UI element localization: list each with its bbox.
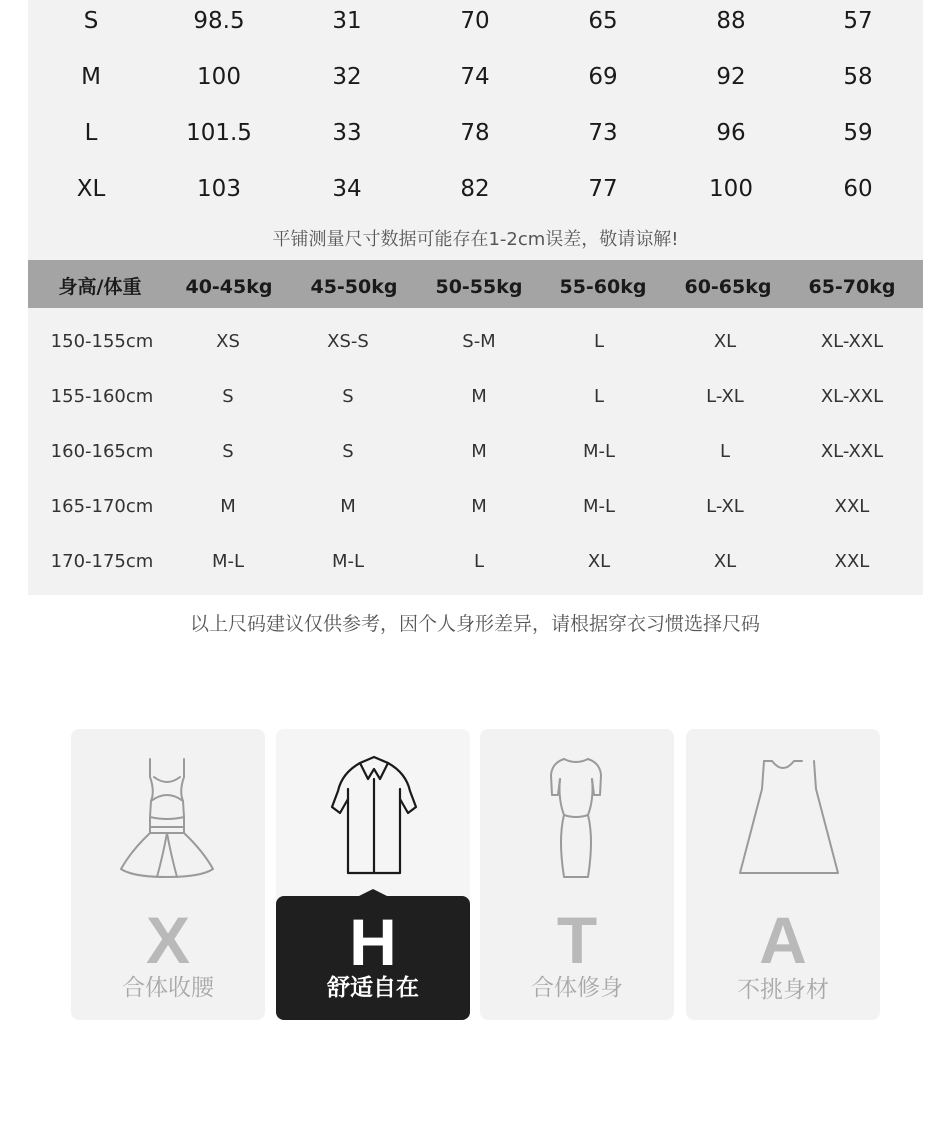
table-cell: S: [342, 386, 354, 407]
table-cell: 78: [460, 120, 490, 146]
table-cell: L: [593, 331, 605, 352]
fit-letter: H: [349, 905, 397, 979]
fit-card-h[interactable]: [276, 729, 470, 1020]
table-cell: 98.5: [193, 8, 245, 34]
fitted-dress-icon: [71, 729, 265, 899]
fit-letter: T: [556, 903, 598, 977]
fit-card-x[interactable]: [71, 729, 265, 1020]
table-cell: XS-S: [327, 331, 369, 352]
table-cell: S-M: [462, 331, 496, 352]
table-row: [28, 324, 923, 360]
table-cell: 33: [332, 120, 362, 146]
table-cell: L-XL: [706, 496, 744, 517]
table-cell: L: [84, 120, 98, 146]
table-cell: 57: [843, 8, 873, 34]
table-cell: XL: [713, 551, 737, 572]
table-cell: 92: [716, 64, 746, 90]
size-measurement-table: [28, 0, 923, 260]
header-cell: 40-45kg: [185, 276, 273, 298]
table-cell: 103: [197, 176, 241, 202]
fit-letter: A: [759, 903, 807, 977]
table-cell: 59: [843, 120, 873, 146]
table-cell: M-L: [211, 551, 245, 572]
table-cell: M: [81, 64, 101, 90]
table-cell: XL: [76, 176, 106, 202]
table-cell: 70: [460, 8, 490, 34]
table-cell: 82: [460, 176, 490, 202]
table-cell: 58: [843, 64, 873, 90]
table-cell: M: [471, 386, 487, 407]
header-cell: 45-50kg: [310, 276, 398, 298]
table-cell: 65: [588, 8, 618, 34]
table-cell: XL-XXL: [820, 331, 884, 352]
table-cell: M: [471, 496, 487, 517]
table-cell: 74: [460, 64, 490, 90]
table-row: [28, 434, 923, 470]
header-cell: 身高/体重: [58, 276, 142, 298]
table-cell: 34: [332, 176, 362, 202]
header-cell: 55-60kg: [559, 276, 647, 298]
fit-type-selector: [0, 729, 950, 1020]
table-cell: 101.5: [186, 120, 252, 146]
table-row: [28, 1, 923, 41]
fit-card-a[interactable]: [686, 729, 880, 1020]
table-cell: 88: [716, 8, 746, 34]
table-cell: M-L: [331, 551, 365, 572]
table-cell: 155-160cm: [50, 386, 154, 407]
size-footnote: 以上尺码建议仅供参考，因个人身形差异，请根据穿衣习惯选择尺码: [189, 613, 760, 635]
header-cell: 50-55kg: [435, 276, 523, 298]
sheath-dress-icon: [480, 729, 674, 899]
header-cell: 65-70kg: [808, 276, 896, 298]
table-cell: L-XL: [706, 386, 744, 407]
table-cell: XXL: [834, 551, 870, 572]
table-cell: 73: [588, 120, 618, 146]
table-cell: L: [593, 386, 605, 407]
table-cell: 32: [332, 64, 362, 90]
table-cell: XXL: [834, 496, 870, 517]
table-cell: 96: [716, 120, 746, 146]
table-row: [28, 489, 923, 525]
table-cell: 165-170cm: [50, 496, 154, 517]
table-cell: 150-155cm: [50, 331, 154, 352]
recommend-table-body: [28, 308, 923, 595]
table-cell: S: [222, 386, 234, 407]
table-cell: M: [471, 441, 487, 462]
a-line-dress-icon: [686, 729, 880, 899]
measurement-note: 平铺测量尺寸数据可能存在1-2cm误差，敬请谅解!: [272, 229, 679, 250]
fit-label: 不挑身材: [737, 977, 829, 1003]
table-cell: 60: [843, 176, 873, 202]
table-cell: XL: [713, 331, 737, 352]
table-cell: 69: [588, 64, 618, 90]
table-cell: M: [340, 496, 356, 517]
table-cell: 100: [709, 176, 753, 202]
table-cell: S: [342, 441, 354, 462]
table-row: [28, 544, 923, 580]
shirt-dress-icon: [276, 729, 470, 899]
table-cell: 100: [197, 64, 241, 90]
header-cell: 60-65kg: [684, 276, 772, 298]
table-cell: XS: [216, 331, 240, 352]
table-cell: 77: [588, 176, 618, 202]
table-cell: XL: [587, 551, 611, 572]
fit-letter: X: [145, 903, 191, 977]
table-cell: XL-XXL: [820, 441, 884, 462]
table-cell: L: [473, 551, 485, 572]
table-cell: 160-165cm: [50, 441, 154, 462]
table-cell: M-L: [582, 441, 616, 462]
table-cell: 170-175cm: [50, 551, 154, 572]
table-cell: 31: [332, 8, 362, 34]
recommend-table-header: [28, 260, 923, 308]
fit-card-t[interactable]: [480, 729, 674, 1020]
table-row: [28, 379, 923, 415]
table-cell: M-L: [582, 496, 616, 517]
fit-label: 合体修身: [531, 975, 623, 1001]
table-cell: M: [220, 496, 236, 517]
table-cell: S: [83, 8, 99, 34]
table-cell: S: [222, 441, 234, 462]
table-row: [28, 57, 923, 97]
fit-label: 合体收腰: [122, 975, 214, 1001]
table-cell: XL-XXL: [820, 386, 884, 407]
table-cell: L: [719, 441, 731, 462]
table-row: [28, 113, 923, 153]
fit-label: 舒适自在: [327, 975, 419, 1001]
table-row: [28, 169, 923, 209]
